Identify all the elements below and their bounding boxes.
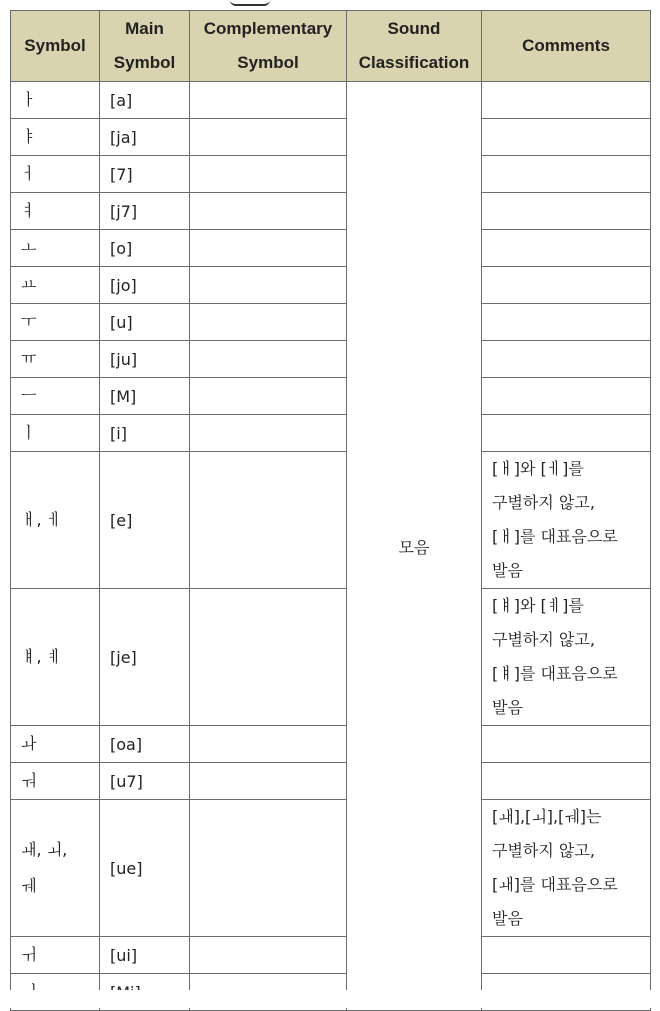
main-symbol-cell: [ue]	[100, 800, 190, 937]
vowel-symbol-table	[10, 10, 651, 1011]
symbol-text: ㅙ, ㅚ,	[21, 840, 68, 859]
main-symbol-cell: [je]	[100, 589, 190, 726]
table-row	[11, 589, 651, 726]
complementary-symbol-cell	[190, 267, 347, 304]
main-symbol-cell: [M]	[100, 378, 190, 415]
symbol-text: ㅓ	[21, 164, 37, 183]
header-complementary-symbol	[190, 11, 347, 82]
symbol-cell	[11, 415, 100, 452]
complementary-symbol-cell	[190, 378, 347, 415]
main-symbol-cell: [e]	[100, 452, 190, 589]
complementary-symbol-cell	[190, 726, 347, 763]
symbol-text: ㅗ	[21, 238, 37, 257]
table-row	[11, 452, 651, 589]
symbol-cell	[11, 937, 100, 974]
complementary-symbol-cell	[190, 589, 347, 726]
comment-line: 발음	[492, 698, 523, 717]
comment-cell	[482, 589, 651, 726]
table-row	[11, 415, 651, 452]
header-main-symbol	[100, 11, 190, 82]
header-main-line-1: Main	[125, 19, 164, 38]
table-row	[11, 378, 651, 415]
symbol-cell	[11, 156, 100, 193]
symbol-cell	[11, 304, 100, 341]
comment-line: [ㅐ]와 [ㅔ]를	[492, 459, 584, 478]
comment-line: 구별하지 않고,	[492, 493, 595, 512]
header-main-line-2: Symbol	[113, 53, 176, 72]
complementary-symbol-cell	[190, 230, 347, 267]
header-symbol	[11, 11, 100, 82]
comment-line: [ㅐ]를 대표음으로	[492, 527, 618, 546]
comment-cell	[482, 119, 651, 156]
header-row	[11, 11, 651, 82]
comment-cell	[482, 267, 651, 304]
table-row	[11, 82, 651, 119]
comment-cell	[482, 800, 651, 937]
comment-cell	[482, 230, 651, 267]
complementary-symbol-cell	[190, 156, 347, 193]
table-row	[11, 937, 651, 974]
main-symbol-cell: [ui]	[100, 937, 190, 974]
comment-line: [ㅒ]를 대표음으로	[492, 664, 618, 683]
table-row	[11, 156, 651, 193]
comment-line: [ㅙ],[ㅚ],[ㅞ]는	[492, 807, 602, 826]
comment-cell	[482, 726, 651, 763]
comment-cell	[482, 341, 651, 378]
table-row	[11, 230, 651, 267]
symbol-cell	[11, 800, 100, 937]
header-sound-line-2: Classification	[358, 53, 470, 72]
symbol-text: ㅒ, ㅖ	[21, 647, 63, 666]
main-symbol-cell: [o]	[100, 230, 190, 267]
comment-cell	[482, 937, 651, 974]
complementary-symbol-cell	[190, 800, 347, 937]
symbol-text: ㅡ	[21, 386, 37, 405]
symbol-text: ㅜ	[21, 312, 37, 331]
complementary-symbol-cell	[190, 937, 347, 974]
comment-line: [ㅙ]를 대표음으로	[492, 875, 618, 894]
complementary-symbol-cell	[190, 82, 347, 119]
comment-line: 발음	[492, 561, 523, 580]
header-comments	[482, 11, 651, 82]
comment-cell	[482, 82, 651, 119]
sound-classification-cell: 모음	[347, 82, 482, 1011]
symbol-text: ㅏ	[21, 90, 37, 109]
symbol-text: ㅝ	[21, 771, 37, 790]
comment-cell	[482, 304, 651, 341]
table-row	[11, 267, 651, 304]
header-complementary-line-1: Complementary	[203, 19, 333, 38]
main-symbol-cell: [oa]	[100, 726, 190, 763]
table-row	[11, 800, 651, 937]
cropped-title-fragment	[230, 0, 270, 6]
symbol-text: ㅠ	[21, 349, 37, 368]
symbol-text: ㅐ, ㅔ	[21, 510, 63, 529]
symbol-text: ㅛ	[21, 275, 37, 294]
table-row	[11, 726, 651, 763]
symbol-cell	[11, 119, 100, 156]
symbol-cell	[11, 267, 100, 304]
main-symbol-cell: [jo]	[100, 267, 190, 304]
main-symbol-cell: [7]	[100, 156, 190, 193]
vowel-symbol-table-container	[10, 10, 650, 1011]
complementary-symbol-cell	[190, 119, 347, 156]
comment-cell	[482, 378, 651, 415]
table-row	[11, 119, 651, 156]
complementary-symbol-cell	[190, 304, 347, 341]
symbol-cell	[11, 230, 100, 267]
header-comments-text: Comments	[522, 36, 610, 55]
symbol-cell	[11, 726, 100, 763]
symbol-text: ㅑ	[21, 127, 37, 146]
symbol-cell	[11, 763, 100, 800]
table-body	[11, 82, 651, 1011]
symbol-cell	[11, 589, 100, 726]
comment-line: [ㅒ]와 [ㅖ]를	[492, 596, 584, 615]
header-sound-classification	[347, 11, 482, 82]
comment-line: 구별하지 않고,	[492, 630, 595, 649]
symbol-cell	[11, 452, 100, 589]
header-complementary-line-2: Symbol	[237, 53, 299, 72]
header-sound-line-1: Sound	[387, 19, 441, 38]
main-symbol-cell: [j7]	[100, 193, 190, 230]
symbol-cell	[11, 82, 100, 119]
main-symbol-cell: [i]	[100, 415, 190, 452]
complementary-symbol-cell	[190, 763, 347, 800]
main-symbol-cell: [u7]	[100, 763, 190, 800]
comment-cell	[482, 156, 651, 193]
comment-cell	[482, 415, 651, 452]
page-bottom-edge	[0, 990, 660, 1008]
comment-line: 구별하지 않고,	[492, 841, 595, 860]
main-symbol-cell: [ja]	[100, 119, 190, 156]
comment-cell	[482, 193, 651, 230]
symbol-cell	[11, 341, 100, 378]
table-row	[11, 341, 651, 378]
comment-cell	[482, 452, 651, 589]
complementary-symbol-cell	[190, 193, 347, 230]
table-row	[11, 763, 651, 800]
header-symbol-text: Symbol	[24, 36, 86, 55]
symbol-cell	[11, 378, 100, 415]
complementary-symbol-cell	[190, 415, 347, 452]
complementary-symbol-cell	[190, 452, 347, 589]
symbol-text: ㅘ	[21, 734, 37, 753]
symbol-text: ㅣ	[21, 423, 37, 442]
complementary-symbol-cell	[190, 341, 347, 378]
main-symbol-cell: [u]	[100, 304, 190, 341]
table-row	[11, 304, 651, 341]
symbol-cell	[11, 193, 100, 230]
main-symbol-cell: [a]	[100, 82, 190, 119]
symbol-text: ㅟ	[21, 945, 37, 964]
comment-line: 발음	[492, 909, 523, 928]
symbol-text: ㅕ	[21, 201, 37, 220]
comment-cell	[482, 763, 651, 800]
table-row	[11, 193, 651, 230]
main-symbol-cell: [ju]	[100, 341, 190, 378]
symbol-text: ㅞ	[21, 876, 37, 895]
